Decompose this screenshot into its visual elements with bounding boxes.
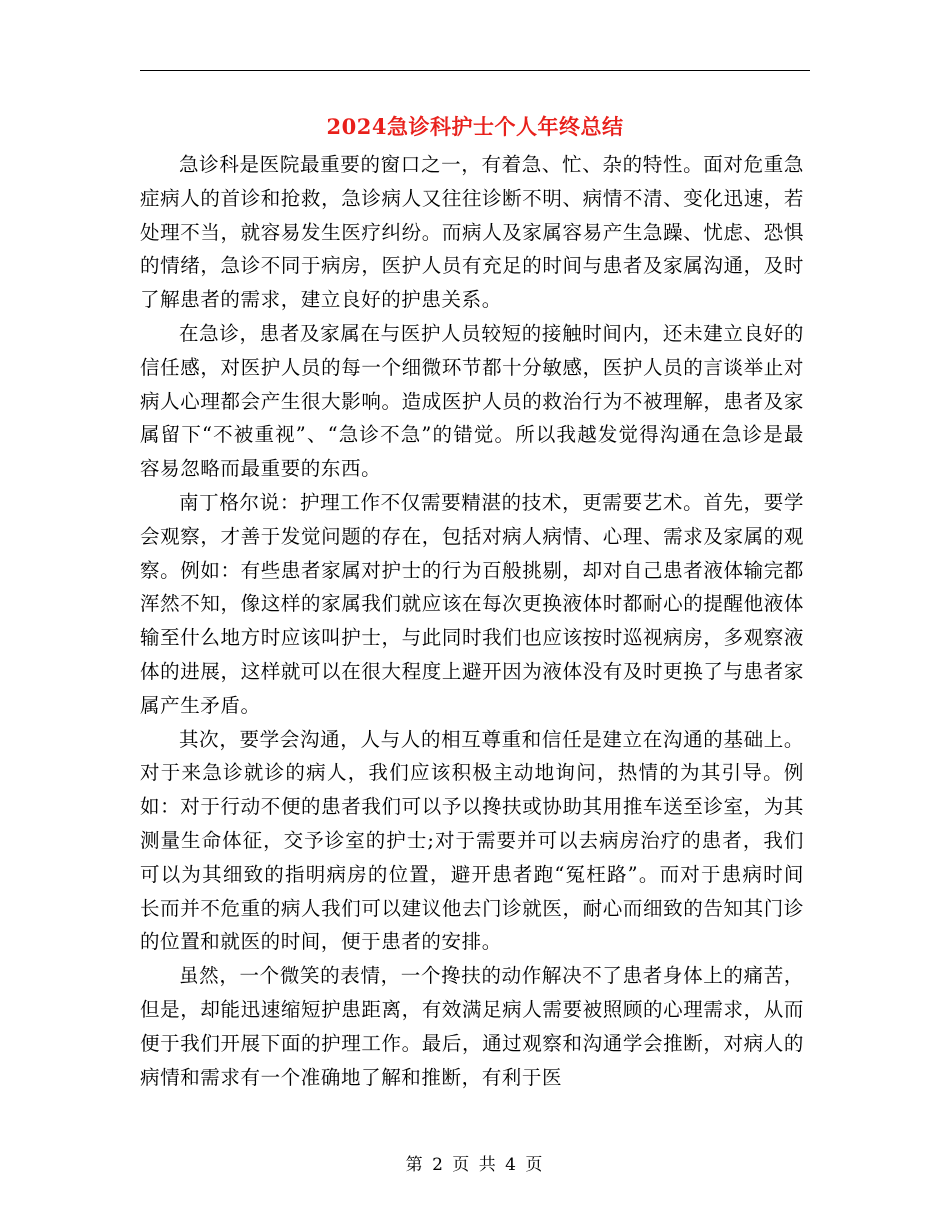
paragraph: 在急诊，患者及家属在与医护人员较短的接触时间内，还未建立良好的信任感，对医护人员的每一个细微环节都十分敏感，医护人员的言谈举止对病人心理都会产生很大影响。造成医护人员的救治行为不被理解，患者及家属留下“不被重视”、“急诊不急”的错觉。所以我越发觉得沟通在急诊是最容易忽略而最重要的东西。	[140, 321, 804, 481]
document-body	[140, 148, 804, 1094]
paragraph: 虽然，一个微笑的表情，一个搀扶的动作解决不了患者身体上的痛苦，但是，却能迅速缩短护患距离，有效满足病人需要被照顾的心理需求，从而便于我们开展下面的护理工作。最后，通过观察和沟通学会推断，对病人的病情和需求有一个准确地了解和推断，有利于医	[140, 964, 804, 1089]
paragraph: 南丁格尔说：护理工作不仅需要精湛的技术，更需要艺术。首先，要学会观察，才善于发觉问题的存在，包括对病人病情、心理、需求及家属的观察。例如：有些患者家属对护士的行为百般挑剔，却对自己患者液体输完都浑然不知，像这样的家属我们就应该在每次更换液体时都耐心的提醒他液体输至什么地方时应该叫护士，与此同时我们也应该按时巡视病房，多观察液体的进展，这样就可以在很大程度上避开因为液体没有及时更换了与患者家属产生矛盾。	[140, 490, 804, 717]
paragraph: 其次，要学会沟通，人与人的相互尊重和信任是建立在沟通的基础上。对于来急诊就诊的病人，我们应该积极主动地询问，热情的为其引导。例如：对于行动不便的患者我们可以予以搀扶或协助其用推车送至诊室，为其测量生命体征，交予诊室的护士;对于需要并可以去病房治疗的患者，我们可以为其细致的指明病房的位置，避开患者跑“冤枉路”。而对于患病时间长而并不危重的病人我们可以建议他去门诊就医，耐心而细致的告知其门诊的位置和就医的时间，便于患者的安排。	[140, 727, 804, 954]
paragraph: 急诊科是医院最重要的窗口之一，有着急、忙、杂的特性。面对危重急症病人的首诊和抢救，急诊病人又往往诊断不明、病情不清、变化迅速，若处理不当，就容易发生医疗纠纷。而病人及家属容易产生急躁、忧虑、恐惧的情绪，急诊不同于病房，医护人员有充足的时间与患者及家属沟通，及时了解患者的需求，建立良好的护患关系。	[140, 153, 804, 312]
header-rule	[140, 70, 810, 71]
document-title: 2024急诊科护士个人年终总结	[326, 114, 624, 139]
page-number-footer: 第 2 页 共 4 页	[405, 1155, 545, 1175]
